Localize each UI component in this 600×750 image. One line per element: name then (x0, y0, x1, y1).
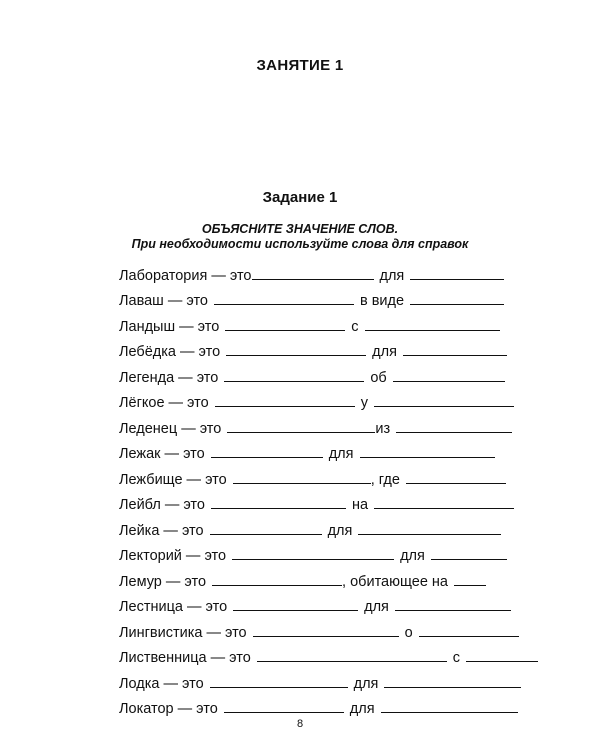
definition-blank[interactable] (224, 380, 364, 382)
completion-blank[interactable] (431, 558, 507, 560)
term-label: Лёгкое — это (119, 395, 209, 411)
completion-blank[interactable] (381, 711, 518, 713)
completion-blank[interactable] (358, 533, 501, 535)
completion-blank[interactable] (374, 507, 514, 509)
definition-row (119, 462, 539, 488)
connector-word: на (351, 497, 369, 513)
definition-blank[interactable] (225, 329, 345, 331)
definition-row (119, 513, 539, 539)
definition-blank[interactable] (215, 405, 355, 407)
instruction (0, 222, 600, 252)
page-number: 8 (296, 718, 304, 730)
completion-blank[interactable] (403, 354, 507, 356)
definition-blank[interactable] (210, 686, 348, 688)
definition-list (119, 258, 539, 717)
term-label: Локатор — это (119, 701, 218, 717)
definition-blank[interactable] (257, 660, 447, 662)
completion-blank[interactable] (365, 329, 500, 331)
instruction-line-2: При необходимости используйте слова для справок (131, 237, 469, 251)
term-label: Ландыш — это (119, 318, 220, 335)
definition-row (119, 335, 539, 361)
completion-blank[interactable] (454, 584, 486, 586)
completion-blank[interactable] (396, 431, 512, 433)
definition-blank[interactable] (227, 431, 375, 433)
lesson-title: ЗАНЯТИЕ 1 (256, 57, 344, 74)
definition-row (119, 590, 539, 616)
term-label: Лестница — это (119, 599, 228, 615)
connector-word: для (353, 675, 379, 692)
completion-blank[interactable] (393, 380, 505, 382)
connector-word: в виде (360, 293, 405, 309)
completion-blank[interactable] (419, 635, 519, 637)
connector-word: об (370, 369, 387, 386)
definition-blank[interactable] (233, 609, 358, 611)
term-label: Лаборатория — это (119, 267, 252, 284)
connector-word: с (452, 650, 461, 666)
connector-word: для (379, 267, 405, 284)
term-label: Лебёдка — это (119, 344, 221, 360)
term-label: Лейбл — это (119, 497, 205, 513)
connector-word: о (404, 624, 413, 641)
term-label: Легенда — это (119, 369, 219, 386)
definition-row (119, 564, 539, 590)
term-label: Лежбище — это (119, 471, 227, 488)
definition-row (119, 360, 539, 386)
definition-row (119, 641, 539, 667)
term-label: Лемур — это (119, 573, 207, 590)
definition-blank[interactable] (212, 584, 342, 586)
connector-word: у (360, 395, 368, 411)
term-label: Лаваш — это (119, 293, 208, 309)
completion-blank[interactable] (410, 278, 504, 280)
definition-blank[interactable] (233, 482, 371, 484)
definition-blank[interactable] (232, 558, 394, 560)
definition-row (119, 692, 539, 718)
connector-word: , где (370, 471, 400, 488)
term-label: Лекторий — это (119, 548, 227, 564)
definition-blank[interactable] (252, 278, 374, 280)
term-label: Леденец — это (119, 420, 222, 437)
completion-blank[interactable] (374, 405, 514, 407)
definition-blank[interactable] (226, 354, 366, 356)
definition-row (119, 615, 539, 641)
definition-row (119, 258, 539, 284)
definition-row (119, 411, 539, 437)
definition-blank[interactable] (211, 456, 323, 458)
term-label: Лежак — это (119, 446, 205, 462)
completion-blank[interactable] (466, 660, 538, 662)
definition-row (119, 539, 539, 565)
definition-row (119, 386, 539, 412)
connector-word: , обитающее на (342, 573, 448, 590)
task-title: Задание 1 (262, 189, 338, 206)
term-label: Лингвистика — это (119, 624, 247, 641)
definition-row (119, 666, 539, 692)
definition-row (119, 309, 539, 335)
term-label: Лодка — это (119, 675, 204, 692)
connector-word: из (375, 420, 391, 437)
connector-word: для (328, 446, 354, 462)
definition-blank[interactable] (210, 533, 322, 535)
completion-blank[interactable] (410, 303, 504, 305)
definition-blank[interactable] (224, 711, 344, 713)
definition-blank[interactable] (211, 507, 346, 509)
connector-word: для (364, 599, 389, 615)
definition-row (119, 437, 539, 463)
connector-word: для (349, 701, 375, 717)
definition-blank[interactable] (214, 303, 354, 305)
term-label: Лейка — это (119, 522, 204, 539)
completion-blank[interactable] (384, 686, 521, 688)
connector-word: с (351, 318, 359, 335)
connector-word: для (400, 548, 425, 564)
instruction-line-1: ОБЪЯСНИТЕ ЗНАЧЕНИЕ СЛОВ. (201, 222, 399, 236)
completion-blank[interactable] (360, 456, 495, 458)
definition-row (119, 284, 539, 310)
connector-word: для (372, 344, 397, 360)
completion-blank[interactable] (406, 482, 506, 484)
completion-blank[interactable] (395, 609, 511, 611)
term-label: Лиственница — это (119, 650, 251, 666)
definition-blank[interactable] (253, 635, 399, 637)
connector-word: для (327, 522, 353, 539)
definition-row (119, 488, 539, 514)
